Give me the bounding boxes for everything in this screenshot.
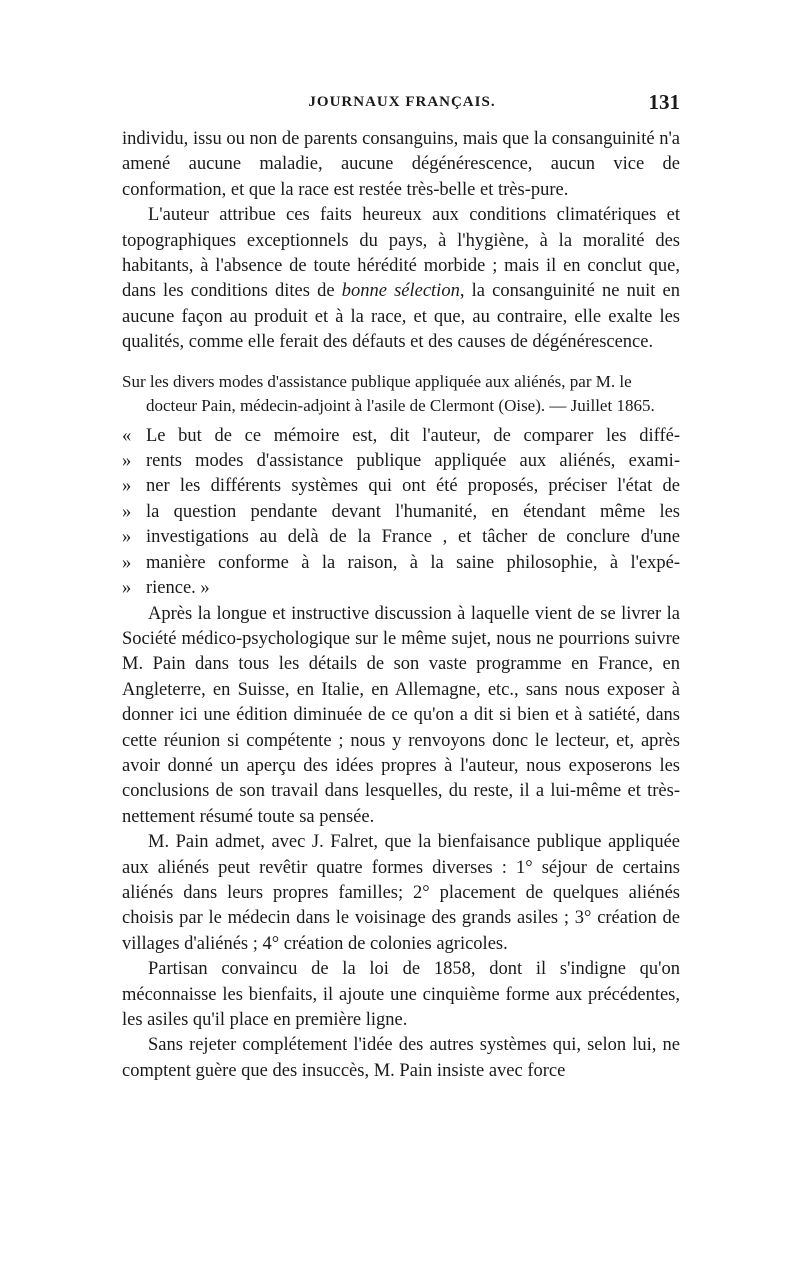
paragraph-continued: individu, issu ou non de parents consanguins, mais que la consanguinité n'a amené aucune maladie, aucune dégénérescence, aucun vice de conformation, et que la race est restée très-belle et très-pure. [122,129,680,200]
italic-term: bonne sélection [341,281,460,302]
quote-text: investigations au delà de la France , et tâcher de conclure d'une [146,527,680,548]
quote-mark: » [122,451,132,472]
quote-mark: » [122,552,132,573]
quote-mark: » [122,578,132,599]
paragraph-text: , la consanguinité ne nuit en aucune façon au produit et à la race, et que, au contraire, elle exalte les qualités, comme elle ferait des défauts et des causes de dégénérescence. [122,281,681,353]
running-title: JOURNAUX FRANÇAIS. [308,94,496,110]
paragraph-text: L'auteur attribue ces faits heureux aux conditions climatériques et topographiques exceptionnels du pays, à l'hygiène, à la moralité des habitants, à l'absence de toute hérédité morbide ; mais il en conclut que, dans les conditions dites de [122,205,680,302]
quote-mark: « [122,425,132,446]
quote-line [122,500,680,525]
quote-line [122,424,680,449]
paragraph-law-1858: Partisan convaincu de la loi de 1858, dont il s'indigne qu'on méconnaisse les bienfaits, il ajoute une cinquième forme aux précédentes, les asiles qu'il place en première ligne. [122,959,680,1030]
paragraph-discussion: Après la longue et instructive discussion à laquelle vient de se livrer la Société médico-psychologique sur le même sujet, nous ne pourrions suivre M. Pain dans tous les détails de son vaste programme en France, en Angleterre, en Suisse, en Italie, en Allemagne, etc., sans nous exposer à donner ici une édition diminuée de ce qu'on a dit si bien et à satiété, dans cette réunion si compétente ; nous y renvoyons donc le lecteur, et, après avoir donné un aperçu des idées propres à l'auteur, nous exposerons les conclusions de son travail dans lesquelles, du reste, il a lui-même et très-nettement résumé toute sa pensée. [122,603,680,827]
quote-text: rents modes d'assistance publique appliquée aux aliénés, exami- [146,451,680,472]
quote-line [122,576,680,601]
quote-line [122,525,680,550]
quote-text: la question pendante devant l'humanité, en étendant même les [146,501,680,522]
entry-title: Sur les divers modes d'assistance publique appliquée aux aliénés, par M. le docteur Pain, médecin-adjoint à l'asile de Clermont (Oise). — Juillet 1865. [122,371,655,415]
section-gap [122,356,680,370]
quote-text: rience. » [146,578,210,599]
quote-text: Le but de ce mémoire est, dit l'auteur, de comparer les diffé- [146,425,680,446]
quotation-block [122,424,680,602]
quote-mark: » [122,501,132,522]
quote-mark: » [122,527,132,548]
paragraph-other-systems: Sans rejeter complétement l'idée des autres systèmes qui, selon lui, ne comptent guère que des insuccès, M. Pain insiste avec force [122,1035,680,1081]
page-number: 131 [648,90,680,114]
quote-mark: » [122,476,132,497]
quote-line [122,551,680,576]
body-text [122,127,680,1084]
quote-line [122,449,680,474]
quote-text: ner les différents systèmes qui ont été proposés, préciser l'état de [146,476,680,497]
quote-line [122,474,680,499]
quote-text: manière conforme à la raison, à la saine philosophie, à l'expé- [146,552,680,573]
paragraph-four-forms: M. Pain admet, avec J. Falret, que la bienfaisance publique appliquée aux aliénés peut revêtir quatre formes diverses : 1° séjour de certains aliénés dans leurs propres familles; 2° placement de quelques aliénés choisis par le médecin dans le voisinage des grands asiles ; 3° création de villages d'aliénés ; 4° création de colonies agricoles. [122,832,680,954]
page-header [122,90,682,120]
paragraph-author-attribution [122,203,680,355]
